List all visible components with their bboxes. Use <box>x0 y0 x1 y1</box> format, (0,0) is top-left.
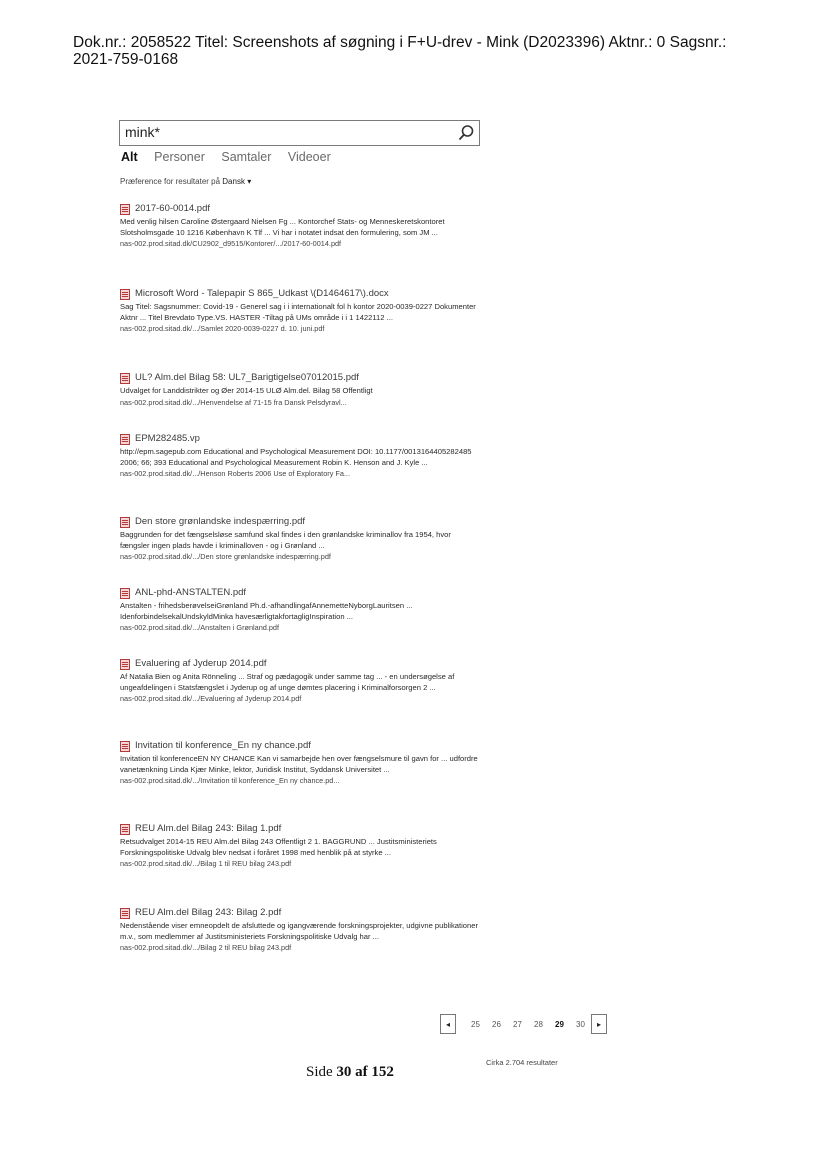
result-snippet: Invitation til konferenceEN NY CHANCE Kan vi samarbejde hen over fængselsmure til gavn for ... udfordre vanetænkning Linda Kjær Minke, lektor, Juridisk Institut, Syddansk Universitet ... <box>120 754 478 774</box>
result-title[interactable]: Evaluering af Jyderup 2014.pdf <box>135 658 267 669</box>
result-url: nas-002.prod.sitad.dk/.../Den store grønlandske indespærring.pdf <box>120 552 331 561</box>
search-query[interactable]: mink* <box>125 124 161 140</box>
language-preference <box>120 177 251 186</box>
document-header <box>73 34 793 68</box>
next-page-button[interactable]: ▸ <box>591 1014 607 1034</box>
result-item <box>120 516 482 562</box>
tab-alt[interactable]: Alt <box>121 150 138 164</box>
word-file-icon <box>120 289 130 300</box>
result-item <box>120 587 482 633</box>
language-dropdown[interactable] <box>222 177 251 186</box>
result-snippet: Anstalten - frihedsberøvelseiGrønland Ph.d.-afhandlingafAnnemetteNyborgLauritsen ... IdenforbindelsekalUndskyldMinka havesærligtakfortagligInspiration ... <box>120 601 413 621</box>
result-snippet: Nedenstående viser emneopdelt de afsluttede og igangværende forskningsprojekter, udgivne publikationer m.v., som medlemmer af Justitsministeriets Forskningspolitiske Udvalg har ... <box>120 921 478 941</box>
page-link[interactable]: 25 <box>471 1019 480 1029</box>
document-header-line1: Dok.nr.: 2058522 Titel: Screenshots af søgning i F+U-drev - Mink (D2023396) Aktnr.: 0 Sagsnr.: <box>73 34 727 51</box>
result-snippet: http://epm.sagepub.com Educational and Psychological Measurement DOI: 10.1177/0013164405282485 2006; 66; 393 Educational and Psychological Measurement Robin K. Henson and J. Kyle ... <box>120 447 472 467</box>
prev-page-button[interactable]: ◂ <box>440 1014 456 1034</box>
search-tabs <box>121 150 344 164</box>
search-icon[interactable] <box>457 124 475 142</box>
pdf-file-icon <box>120 824 130 835</box>
result-url: nas-002.prod.sitad.dk/CU2902_d9515/Kontorer/.../2017-60-0014.pdf <box>120 239 342 248</box>
result-item <box>120 203 482 249</box>
result-title[interactable]: 2017-60-0014.pdf <box>135 203 211 214</box>
result-url: nas-002.prod.sitad.dk/.../Bilag 1 til REU bilag 243.pdf <box>120 859 292 868</box>
pdf-file-icon <box>120 373 130 384</box>
page-link[interactable]: 28 <box>534 1019 543 1029</box>
search-input[interactable] <box>119 120 480 146</box>
result-item <box>120 288 482 334</box>
result-title[interactable]: Den store grønlandske indespærring.pdf <box>135 516 306 527</box>
result-url: nas-002.prod.sitad.dk/.../Anstalten i Grønland.pdf <box>120 623 279 632</box>
result-item <box>120 907 482 953</box>
result-count: Cirka 2.704 resultater <box>486 1058 558 1067</box>
result-title[interactable]: UL? Alm.del Bilag 58: UL7_Barigtigelse07012015.pdf <box>135 372 359 383</box>
page-link[interactable]: 30 <box>576 1019 585 1029</box>
pdf-file-icon <box>120 741 130 752</box>
pdf-file-icon <box>120 588 130 599</box>
result-snippet: Udvalget for Landdistrikter og Øer 2014-15 ULØ Alm.del. Bilag 58 Offentligt <box>120 386 373 395</box>
result-title[interactable]: Microsoft Word - Talepapir S 865_Udkast \(D1464617\).docx <box>135 288 389 299</box>
pagination <box>440 1014 607 1034</box>
page-link-current[interactable]: 29 <box>555 1019 564 1029</box>
result-snippet: Med venlig hilsen Caroline Østergaard Nielsen Fg ... Kontorchef Stats- og Menneskeretskontoret Slotsholmsgade 10 1216 København K Tlf ... Vi har i notatet indsat den formulering, som JM ... <box>120 217 445 237</box>
result-title[interactable]: EPM282485.vp <box>135 433 200 444</box>
result-item <box>120 372 482 408</box>
page-footer-total: 152 <box>371 1064 394 1080</box>
result-url: nas-002.prod.sitad.dk/.../Evaluering af Jyderup 2014.pdf <box>120 694 302 703</box>
result-snippet: Af Natalia Bien og Anita Rönneling ... Straf og pædagogik under samme tag ... - en undersøgelse af ungeafdelingen i Statsfængslet i Jyderup og af unge dømtes placering i Kriminalforsorgen 2 ... <box>120 672 455 692</box>
pdf-file-icon <box>120 517 130 528</box>
tab-samtaler[interactable]: Samtaler <box>221 150 272 164</box>
result-title[interactable]: Invitation til konference_En ny chance.pdf <box>135 740 311 751</box>
result-title[interactable]: ANL-phd-ANSTALTEN.pdf <box>135 587 247 598</box>
result-item <box>120 740 482 786</box>
result-url: nas-002.prod.sitad.dk/.../Bilag 2 til REU bilag 243.pdf <box>120 943 292 952</box>
result-snippet: Retsudvalget 2014-15 REU Alm.del Bilag 243 Offentligt 2 1. BAGGRUND ... Justitsministeriets Forskningspolitiske Udvalg blev nedsat i foråret 1998 med henblik på at styrke ... <box>120 837 437 857</box>
page-link[interactable]: 27 <box>513 1019 522 1029</box>
tab-videoer[interactable]: Videoer <box>287 150 331 164</box>
pdf-file-icon <box>120 204 130 215</box>
result-item <box>120 823 482 869</box>
result-url: nas-002.prod.sitad.dk/.../Invitation til konference_En ny chance.pd... <box>120 776 340 785</box>
page-footer-middle: af <box>351 1064 372 1080</box>
tab-personer[interactable]: Personer <box>154 150 205 164</box>
chevron-down-icon[interactable]: ▾ <box>244 177 252 186</box>
result-item <box>120 433 482 479</box>
language-value[interactable]: Dansk <box>222 177 245 186</box>
page-footer-prefix: Side <box>306 1064 337 1080</box>
result-title[interactable]: REU Alm.del Bilag 243: Bilag 1.pdf <box>135 823 282 834</box>
result-url: nas-002.prod.sitad.dk/.../Henvendelse af 71-15 fra Dansk Pelsdyravl... <box>120 397 347 407</box>
result-snippet: Baggrunden for det fængselsløse samfund skal findes i den grønlandske kriminallov fra 1954, hvor fængsler ingen plads havde i kriminalloven - og i Grønland ... <box>120 530 451 550</box>
result-url: nas-002.prod.sitad.dk/.../Samlet 2020-0039-0227 d. 10. juni.pdf <box>120 324 325 333</box>
pdf-file-icon <box>120 908 130 919</box>
document-header-line2: 2021-759-0168 <box>73 51 179 68</box>
preference-label: Præference for resultater på <box>120 177 221 186</box>
result-title[interactable]: REU Alm.del Bilag 243: Bilag 2.pdf <box>135 907 282 918</box>
page-footer <box>306 1064 394 1081</box>
result-url: nas-002.prod.sitad.dk/.../Henson Roberts 2006 Use of Exploratory Fa... <box>120 469 350 478</box>
page-link[interactable]: 26 <box>492 1019 501 1029</box>
page-footer-current: 30 <box>336 1064 352 1080</box>
result-snippet: Sag Titel: Sagsnummer: Covid-19 - Generel sag i i internationalt fol h kontor 2020-0039-0227 Dokumenter Aktnr ... Titel Brevdato Type.VS. HASTER -Tiltag på UMs område i i 1 1422112 ... <box>120 302 476 322</box>
pdf-file-icon <box>120 659 130 670</box>
file-icon <box>120 434 130 445</box>
result-item <box>120 658 482 704</box>
